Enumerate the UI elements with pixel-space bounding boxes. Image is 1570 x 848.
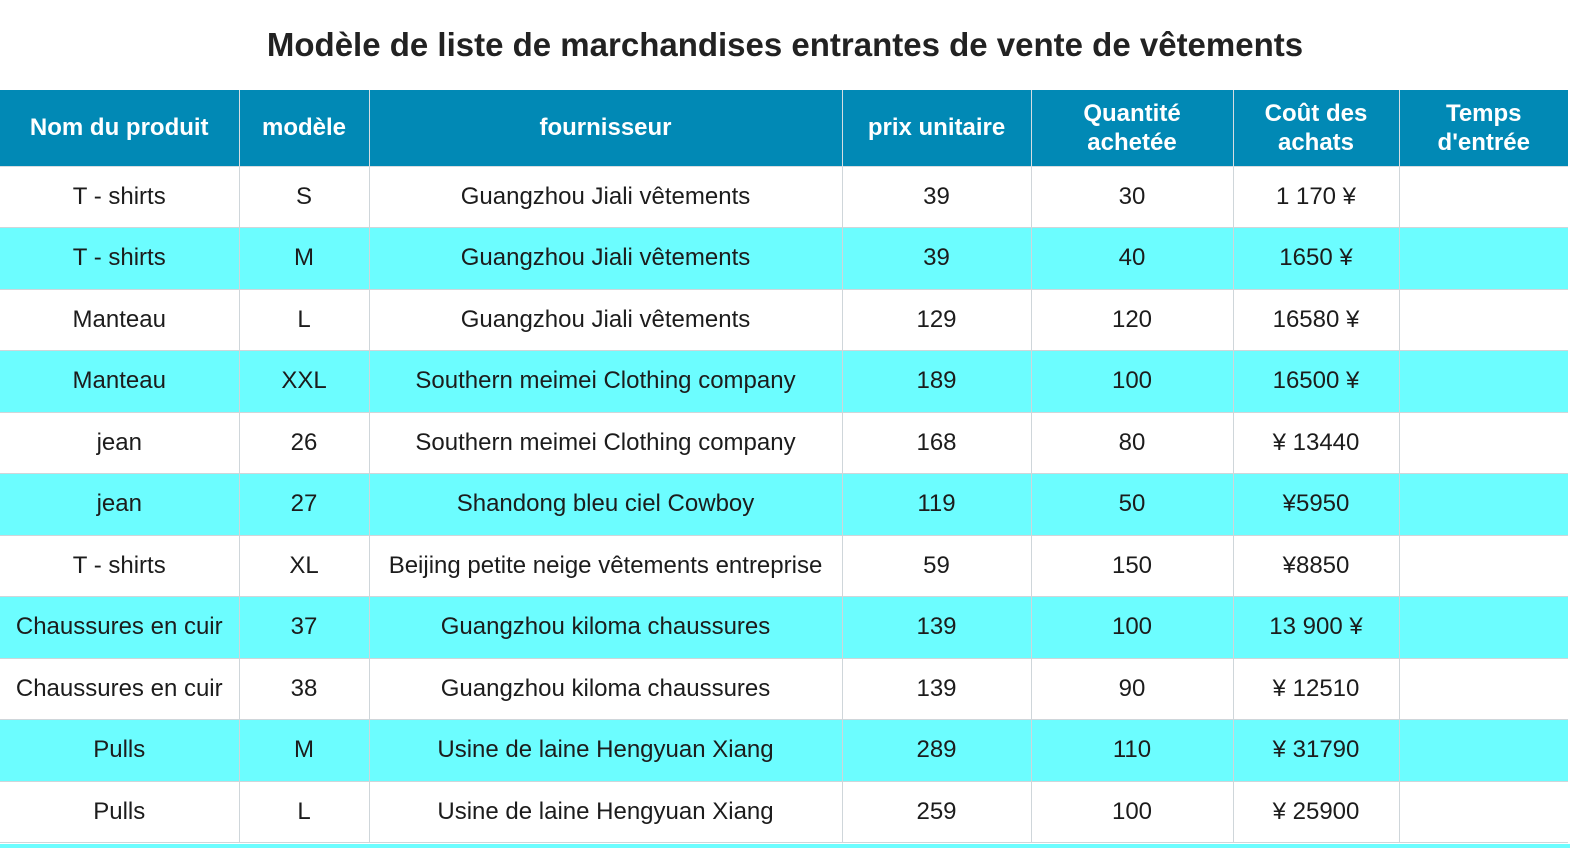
cell-unit-price: 168 (842, 412, 1031, 474)
cell-model: 26 (239, 412, 369, 474)
cell-product-name: jean (0, 412, 239, 474)
cell-unit-price: 39 (842, 228, 1031, 290)
cell-supplier: Guangzhou Jiali vêtements (369, 289, 842, 351)
cell-model: 38 (239, 658, 369, 720)
cell-cost: ¥ 25900 (1233, 781, 1399, 843)
cell-quantity: 50 (1031, 474, 1233, 536)
cell-product-name: Manteau (0, 289, 239, 351)
cell-supplier: Guangzhou kiloma chaussures (369, 658, 842, 720)
cell-entry-time (1399, 289, 1568, 351)
table-header-row (0, 90, 1568, 166)
cell-entry-time (1399, 535, 1568, 597)
cell-product-name: T - shirts (0, 166, 239, 228)
table-row (0, 412, 1568, 474)
cell-cost: 16500 ¥ (1233, 351, 1399, 413)
cell-supplier: Shandong bleu ciel Cowboy (369, 474, 842, 536)
cell-entry-time (1399, 474, 1568, 536)
cell-supplier: Guangzhou Jiali vêtements (369, 228, 842, 290)
table-row (0, 781, 1568, 843)
cell-cost: ¥ 13440 (1233, 412, 1399, 474)
next-row-stripe (0, 844, 1570, 848)
cell-product-name: jean (0, 474, 239, 536)
cell-supplier: Usine de laine Hengyuan Xiang (369, 781, 842, 843)
cell-quantity: 40 (1031, 228, 1233, 290)
cell-cost: ¥ 31790 (1233, 720, 1399, 782)
cell-cost: 1650 ¥ (1233, 228, 1399, 290)
cell-model: M (239, 720, 369, 782)
cell-unit-price: 139 (842, 597, 1031, 659)
cell-unit-price: 129 (842, 289, 1031, 351)
cell-entry-time (1399, 228, 1568, 290)
column-header-product-name: Nom du produit (0, 90, 239, 166)
cell-quantity: 30 (1031, 166, 1233, 228)
table-row (0, 720, 1568, 782)
table-row (0, 228, 1568, 290)
column-header-quantity: Quantité achetée (1031, 90, 1233, 166)
cell-unit-price: 59 (842, 535, 1031, 597)
table-row (0, 597, 1568, 659)
cell-model: S (239, 166, 369, 228)
cell-quantity: 110 (1031, 720, 1233, 782)
cell-entry-time (1399, 658, 1568, 720)
cell-product-name: Manteau (0, 351, 239, 413)
cell-model: 27 (239, 474, 369, 536)
cell-entry-time (1399, 781, 1568, 843)
cell-model: M (239, 228, 369, 290)
cell-entry-time (1399, 351, 1568, 413)
cell-model: L (239, 289, 369, 351)
cell-cost: 16580 ¥ (1233, 289, 1399, 351)
table-row (0, 289, 1568, 351)
cell-entry-time (1399, 166, 1568, 228)
cell-supplier: Guangzhou Jiali vêtements (369, 166, 842, 228)
cell-cost: 13 900 ¥ (1233, 597, 1399, 659)
column-header-cost: Coût des achats (1233, 90, 1399, 166)
cell-cost: 1 170 ¥ (1233, 166, 1399, 228)
table-row (0, 351, 1568, 413)
cell-unit-price: 39 (842, 166, 1031, 228)
table-row (0, 658, 1568, 720)
cell-supplier: Beijing petite neige vêtements entreprise (369, 535, 842, 597)
cell-unit-price: 259 (842, 781, 1031, 843)
cell-product-name: T - shirts (0, 535, 239, 597)
cell-model: 37 (239, 597, 369, 659)
page-title: Modèle de liste de marchandises entrantes de vente de vêtements (266, 26, 1304, 63)
table-row (0, 535, 1568, 597)
cell-quantity: 100 (1031, 351, 1233, 413)
column-header-entry-time: Temps d'entrée (1399, 90, 1568, 166)
cell-quantity: 100 (1031, 781, 1233, 843)
cell-cost: ¥8850 (1233, 535, 1399, 597)
cell-quantity: 90 (1031, 658, 1233, 720)
cell-unit-price: 139 (842, 658, 1031, 720)
table-row (0, 474, 1568, 536)
merchandise-table (0, 90, 1568, 843)
cell-cost: ¥ 12510 (1233, 658, 1399, 720)
cell-product-name: Pulls (0, 720, 239, 782)
cell-model: L (239, 781, 369, 843)
cell-entry-time (1399, 597, 1568, 659)
cell-product-name: Chaussures en cuir (0, 597, 239, 659)
cell-unit-price: 189 (842, 351, 1031, 413)
cell-product-name: Chaussures en cuir (0, 658, 239, 720)
cell-model: XL (239, 535, 369, 597)
table-row (0, 166, 1568, 228)
column-header-supplier: fournisseur (369, 90, 842, 166)
cell-quantity: 80 (1031, 412, 1233, 474)
cell-supplier: Southern meimei Clothing company (369, 351, 842, 413)
cell-model: XXL (239, 351, 369, 413)
cell-product-name: T - shirts (0, 228, 239, 290)
cell-entry-time (1399, 720, 1568, 782)
cell-entry-time (1399, 412, 1568, 474)
cell-supplier: Guangzhou kiloma chaussures (369, 597, 842, 659)
cell-quantity: 150 (1031, 535, 1233, 597)
column-header-unit-price: prix unitaire (842, 90, 1031, 166)
cell-unit-price: 119 (842, 474, 1031, 536)
column-header-model: modèle (239, 90, 369, 166)
cell-product-name: Pulls (0, 781, 239, 843)
cell-quantity: 100 (1031, 597, 1233, 659)
cell-supplier: Usine de laine Hengyuan Xiang (369, 720, 842, 782)
cell-cost: ¥5950 (1233, 474, 1399, 536)
cell-supplier: Southern meimei Clothing company (369, 412, 842, 474)
cell-unit-price: 289 (842, 720, 1031, 782)
cell-quantity: 120 (1031, 289, 1233, 351)
